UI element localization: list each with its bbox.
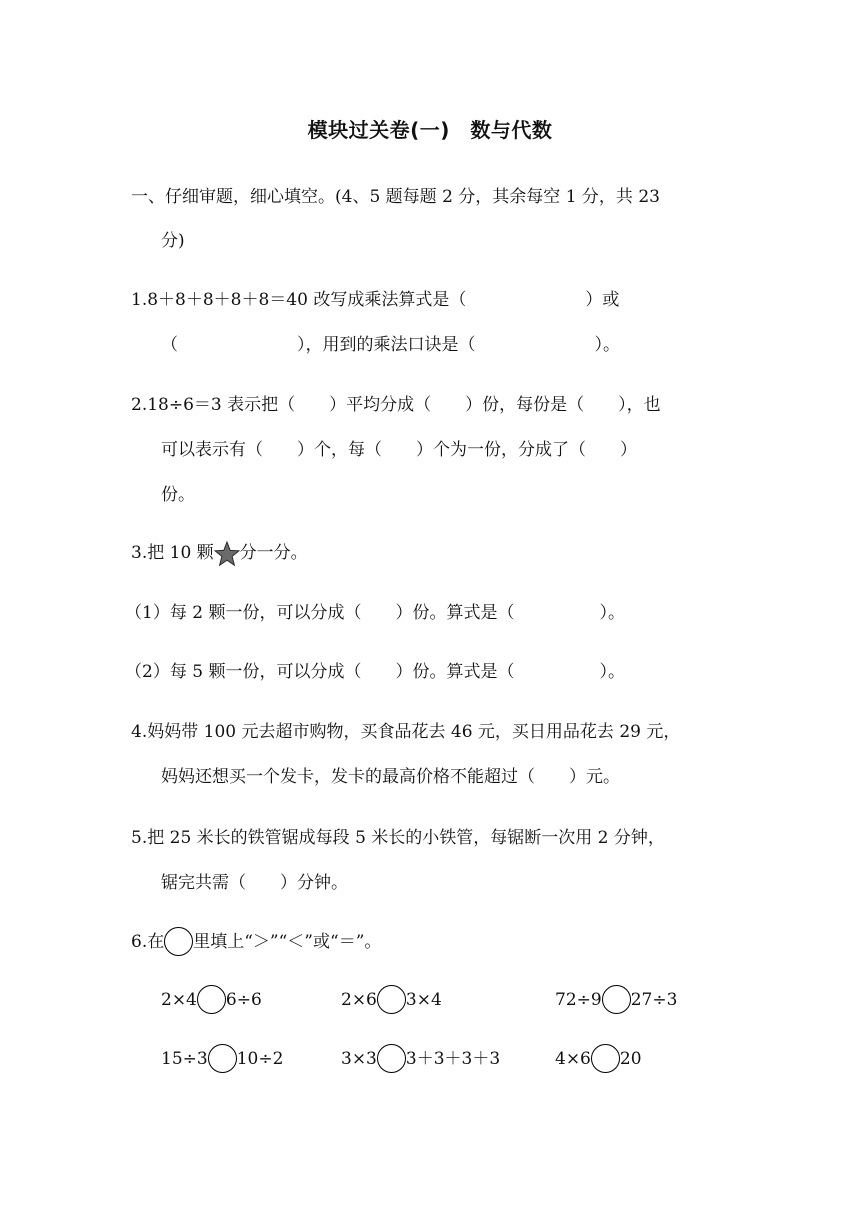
section-heading-cont: 分) bbox=[161, 231, 185, 251]
question-4-line-2: 妈妈还想买一个发卡，发卡的最高价格不能超过（ ）元。 bbox=[161, 767, 620, 787]
compare-item bbox=[161, 988, 262, 1012]
compare-right: 20 bbox=[619, 1049, 642, 1069]
question-6-instruction bbox=[131, 930, 381, 954]
compare-left: 3×3 bbox=[341, 1049, 377, 1069]
compare-left: 72÷9 bbox=[555, 990, 602, 1010]
section-heading: 一、仔细审题，细心填空。(4、5 题每题 2 分，其余每空 1 分，共 23 bbox=[131, 187, 660, 207]
question-3-sub-1: （1）每 2 颗一份，可以分成（ ）份。算式是（ ）。 bbox=[125, 603, 625, 623]
star-icon bbox=[214, 541, 240, 567]
compare-right: 3＋3＋3＋3 bbox=[405, 1049, 501, 1069]
question-5-line-2: 锯完共需（ ）分钟。 bbox=[161, 873, 348, 893]
question-4-line-1: 4.妈妈带 100 元去超市购物，买食品花去 46 元，买日用品花去 29 元， bbox=[131, 722, 681, 742]
answer-circle[interactable] bbox=[591, 1044, 620, 1073]
answer-circle-example bbox=[164, 927, 193, 956]
compare-item bbox=[555, 988, 677, 1012]
question-5-line-1: 5.把 25 米长的铁管锯成每段 5 米长的小铁管，每锯断一次用 2 分钟， bbox=[131, 828, 665, 848]
compare-item bbox=[161, 1047, 283, 1071]
question-6-text-after: 里填上“＞”“＜”或“＝”。 bbox=[193, 932, 382, 952]
question-3-line bbox=[131, 541, 308, 565]
compare-right: 27÷3 bbox=[630, 990, 678, 1010]
question-2-line-3: 份。 bbox=[161, 485, 195, 505]
compare-left: 2×6 bbox=[341, 990, 377, 1010]
compare-item bbox=[341, 988, 442, 1012]
compare-item bbox=[555, 1047, 642, 1071]
question-1-line-2: （ ），用到的乘法口诀是（ ）。 bbox=[161, 335, 620, 355]
question-3-text-before: 3.把 10 颗 bbox=[131, 543, 214, 563]
compare-right: 3×4 bbox=[405, 990, 442, 1010]
page-title: 模块过关卷(一) 数与代数 bbox=[307, 118, 553, 142]
compare-item bbox=[341, 1047, 500, 1071]
question-2-line-1: 2.18÷6＝3 表示把（ ）平均分成（ ）份，每份是（ ），也 bbox=[131, 395, 661, 415]
answer-circle[interactable] bbox=[377, 985, 406, 1014]
question-1-line-1: 1.8＋8＋8＋8＋8＝40 改写成乘法算式是（ ）或 bbox=[131, 290, 620, 310]
answer-circle[interactable] bbox=[208, 1044, 237, 1073]
question-3-text-after: 分一分。 bbox=[239, 543, 308, 563]
answer-circle[interactable] bbox=[602, 985, 631, 1014]
compare-left: 2×4 bbox=[161, 990, 197, 1010]
question-2-line-2: 可以表示有（ ）个，每（ ）个为一份，分成了（ ） bbox=[161, 440, 637, 460]
answer-circle[interactable] bbox=[197, 985, 226, 1014]
question-6-text-before: 6.在 bbox=[131, 932, 165, 952]
compare-right: 6÷6 bbox=[225, 990, 262, 1010]
compare-left: 15÷3 bbox=[161, 1049, 208, 1069]
compare-right: 10÷2 bbox=[236, 1049, 284, 1069]
compare-left: 4×6 bbox=[555, 1049, 591, 1069]
answer-circle[interactable] bbox=[377, 1044, 406, 1073]
question-3-sub-2: （2）每 5 颗一份，可以分成（ ）份。算式是（ ）。 bbox=[125, 662, 625, 682]
